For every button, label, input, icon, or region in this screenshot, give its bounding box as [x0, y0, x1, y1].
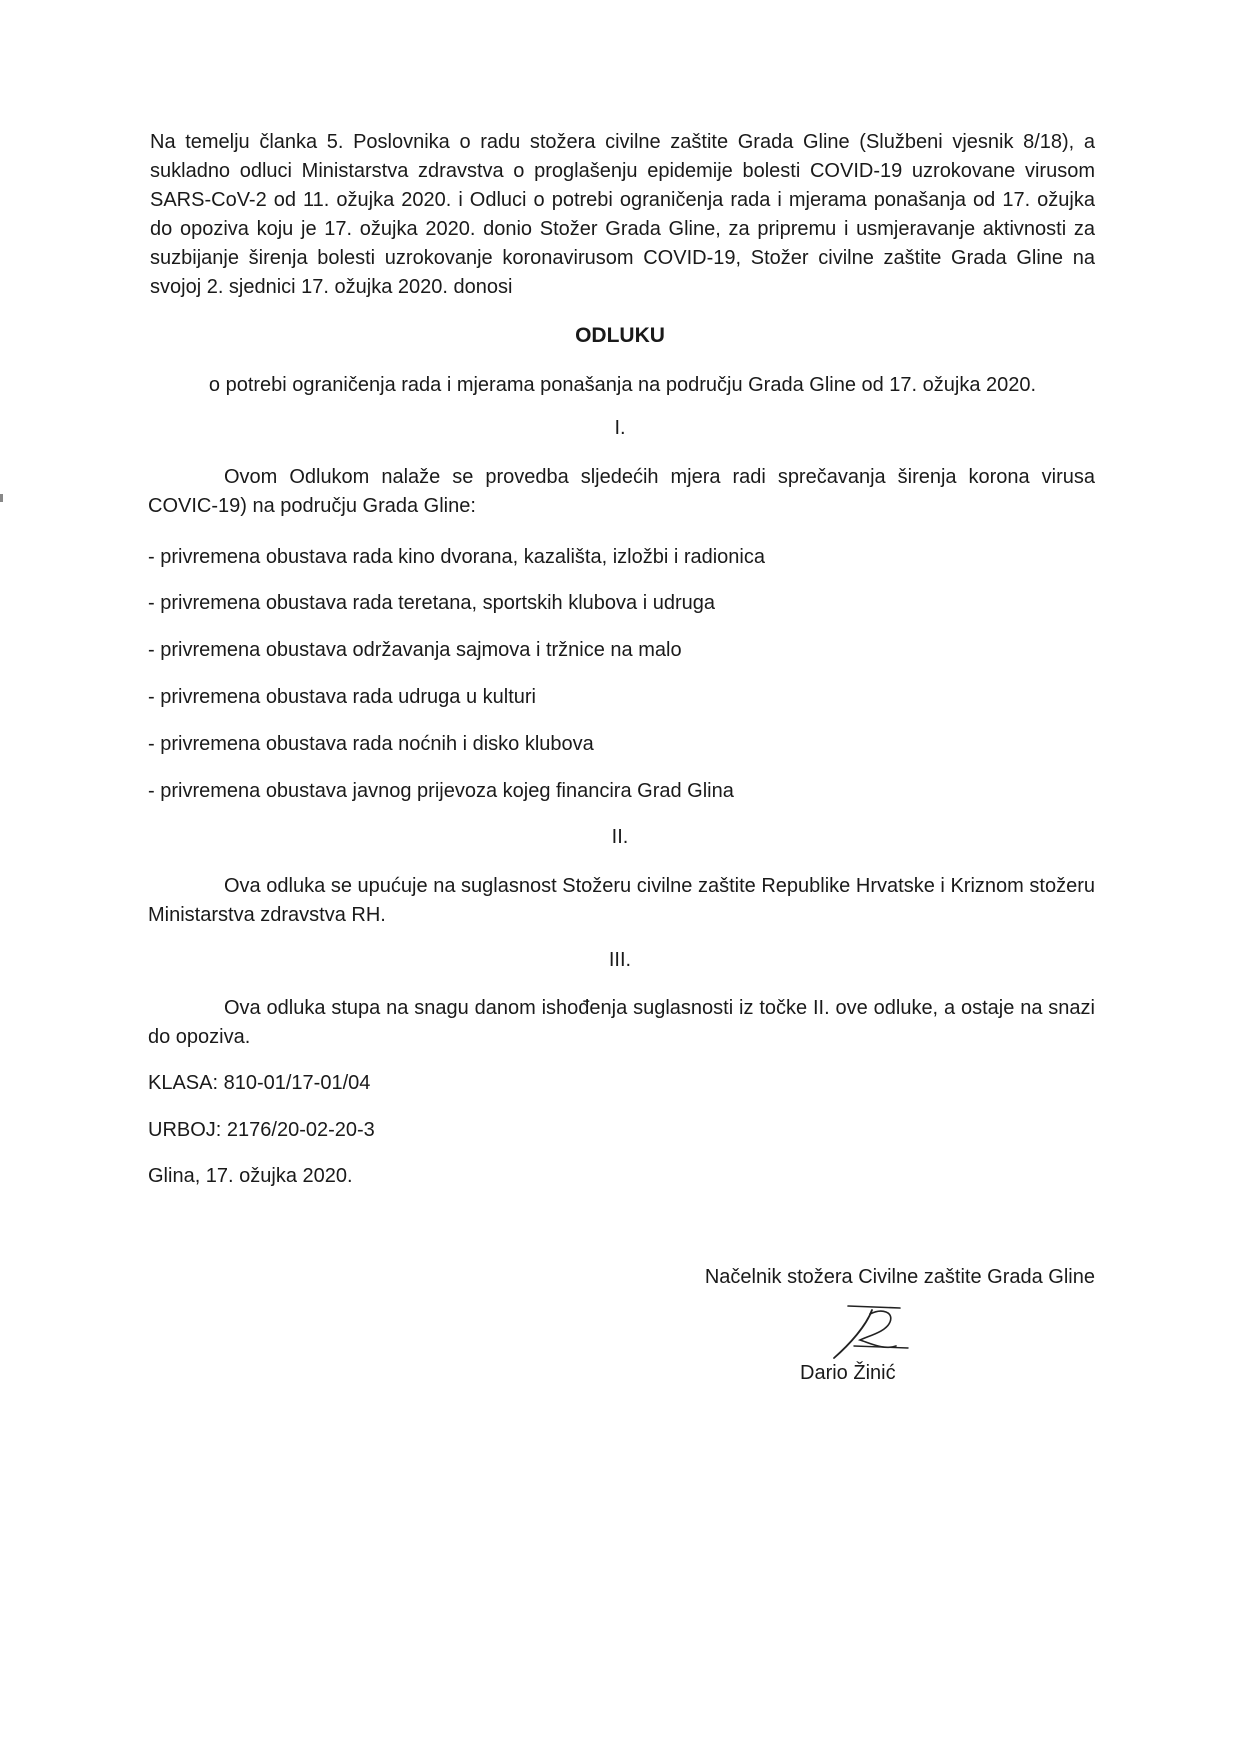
- section-number-1: I.: [614, 417, 626, 439]
- measure-item-5: - privremena obustava rada noćnih i disko klubova: [148, 733, 594, 755]
- measure-item-4: - privremena obustava rada udruga u kulturi: [148, 686, 536, 708]
- klasa-reference: KLASA: 810-01/17-01/04: [148, 1072, 371, 1094]
- decision-subtitle: o potrebi ograničenja rada i mjerama ponašanja na području Grada Gline od 17. ožujka 2020.: [208, 374, 1037, 396]
- measure-item-2: - privremena obustava rada teretana, sportskih klubova i udruga: [148, 592, 715, 614]
- section-1-paragraph: [148, 463, 1095, 521]
- section-3-text: Ova odluka stupa na snagu danom ishođenja suglasnosti iz točke II. ove odluke, a ostaje na snazi do opoziva.: [148, 997, 1095, 1048]
- signer-name: Dario Žinić: [800, 1362, 896, 1384]
- measure-item-3: - privremena obustava održavanja sajmova i tržnice na malo: [148, 639, 682, 661]
- section-3-paragraph: [148, 994, 1095, 1052]
- measure-item-6: - privremena obustava javnog prijevoza kojeg financira Grad Glina: [148, 780, 734, 802]
- signer-title: Načelnik stožera Civilne zaštite Grada Gline: [704, 1266, 1095, 1288]
- scan-margin-mark: [0, 494, 3, 502]
- section-1-text: Ovom Odlukom nalaže se provedba sljedećih mjera radi sprečavanja širenja korona virusa COVIC-19) na području Grada Gline:: [148, 466, 1095, 517]
- urbroj-reference: URBOJ: 2176/20-02-20-3: [148, 1119, 375, 1141]
- place-and-date: Glina, 17. ožujka 2020.: [148, 1165, 353, 1187]
- section-2-text: Ova odluka se upućuje na suglasnost Stožeru civilne zaštite Republike Hrvatske i Kriznom stožeru Ministarstva zdravstva RH.: [148, 875, 1095, 926]
- section-2-paragraph: [148, 872, 1095, 930]
- section-number-3: III.: [608, 949, 632, 971]
- section-number-2: II.: [611, 826, 629, 848]
- decision-title: ODLUKU: [575, 324, 665, 347]
- measure-item-1: - privremena obustava rada kino dvorana, kazališta, izložbi i radionica: [148, 546, 765, 568]
- intro-paragraph: Na temelju članka 5. Poslovnika o radu stožera civilne zaštite Grada Gline (Službeni vjesnik 8/18), a sukladno odluci Ministarstva zdravstva o proglašenju epidemije bolesti COVID-19 uzrokovane virusom SARS-CoV-2 od 11. ožujka 2020. i Odluci o potrebi ograničenja rada i mjerama ponašanja od 17. ožujka do opoziva koju je 17. ožujka 2020. donio Stožer Grada Gline, za pripremu i usmjeravanje aktivnosti za suzbijanje širenja bolesti uzrokovanje koronavirusom COVID-19, Stožer civilne zaštite Grada Gline na svojoj 2. sjednici 17. ožujka 2020. donosi: [150, 131, 1095, 298]
